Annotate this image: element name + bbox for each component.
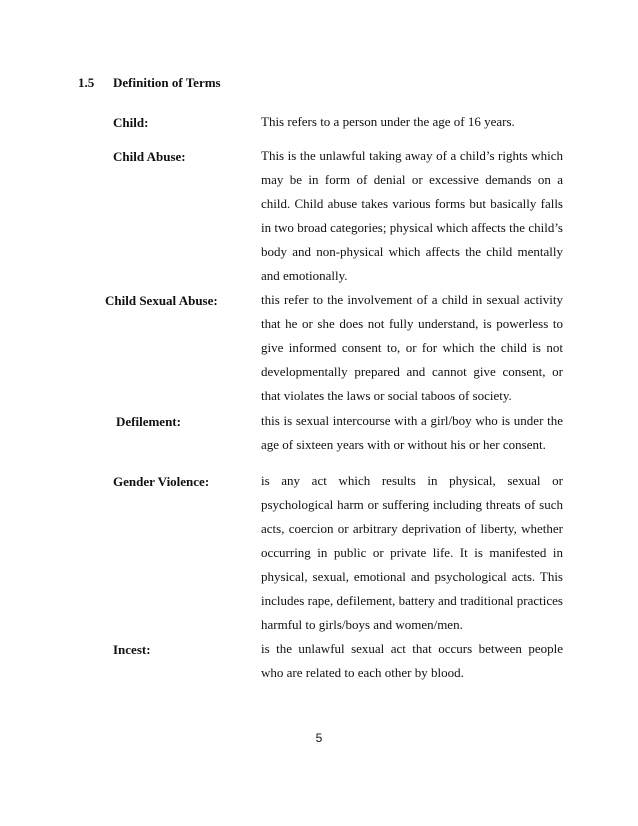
- term-definition: this refer to the involvement of a child in sexual activity that he or she does not fully understand, is powerless to give informed consent to, or for which the child is not developmentally prepared and cannot give consent, or that violates the laws or social taboos of society.: [261, 292, 563, 403]
- term-definition: this is sexual intercourse with a girl/boy who is under the age of sixteen years with or without his or her consent.: [261, 413, 563, 452]
- term-label: Defilement:: [116, 414, 181, 429]
- term-definition: This is the unlawful taking away of a child’s rights which may be in form of denial or excessive demands on a child. Child abuse takes various forms but basically falls in two broad categories; physical which affects the child’s body and non-physical which affects the child mentally and emotionally.: [261, 148, 563, 283]
- term-definition: This refers to a person under the age of 16 years.: [261, 114, 515, 129]
- section-number: 1.5: [78, 75, 95, 90]
- term-label: Child Sexual Abuse:: [105, 293, 218, 308]
- section-title: Definition of Terms: [113, 75, 221, 90]
- term-definition: is the unlawful sexual act that occurs between people who are related to each other by blood.: [261, 641, 563, 680]
- term-label: Incest:: [113, 642, 151, 657]
- term-label: Gender Violence:: [113, 474, 210, 489]
- term-label: Child Abuse:: [113, 149, 186, 164]
- term-label: Child:: [113, 115, 149, 130]
- term-definition: is any act which results in physical, sexual or psychological harm or suffering including threats of such acts, coercion or arbitrary deprivation of liberty, whether occurring in public or private life. It is manifested in physical, sexual, emotional and psychological acts. This includes rape, defilement, battery and traditional practices harmful to girls/boys and women/men.: [261, 473, 563, 632]
- page-number: 5: [315, 731, 323, 745]
